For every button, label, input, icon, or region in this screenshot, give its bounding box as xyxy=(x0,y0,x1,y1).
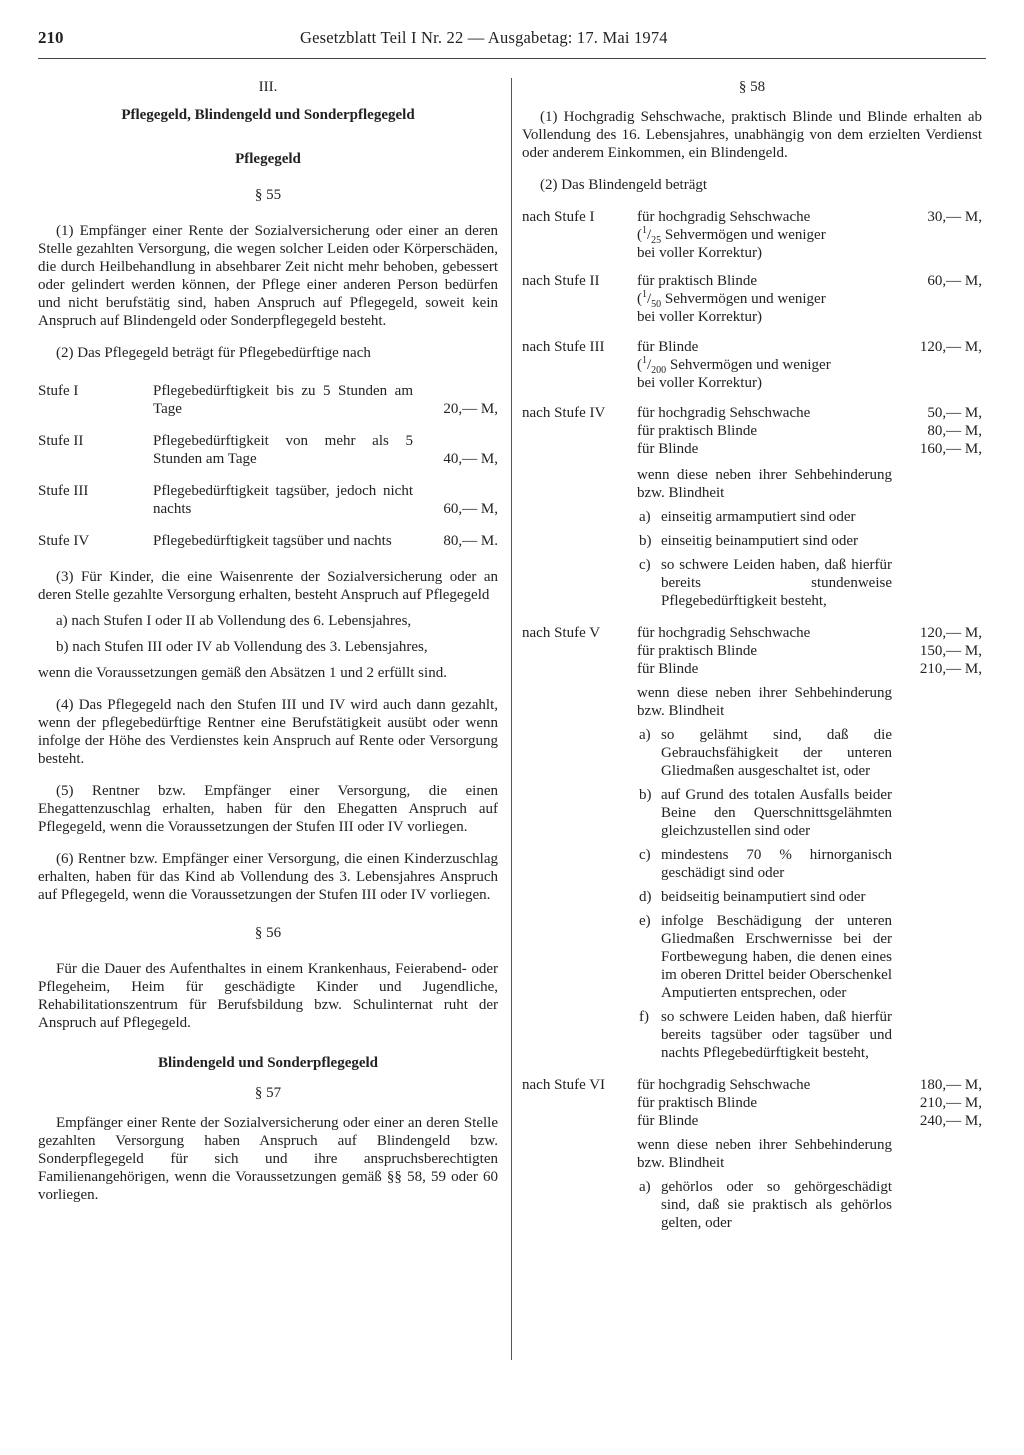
stufe-amount: 80,— M. xyxy=(443,533,498,549)
stufe-amounts xyxy=(892,1076,982,1232)
stufe-desc xyxy=(637,208,892,262)
paragraph-heading-56: § 56 xyxy=(254,925,282,941)
p55-para3: (3) Für Kinder, die eine Waisenrente der Sozialversicherung oder an deren Stelle gezahlte Versorgung erhalten, besteht Anspruch auf Pflegegeld xyxy=(38,569,498,603)
stufe-line: für praktisch Blinde xyxy=(637,273,757,289)
stufe-amount: 60,— M, xyxy=(443,501,498,517)
stufe-desc xyxy=(637,272,892,326)
sub-title-blindengeld: Blindengeld und Sonderpflegegeld xyxy=(157,1055,379,1071)
header-title: Gesetzblatt Teil I Nr. 22 — Ausgabetag: 17. Mai 1974 xyxy=(300,28,668,47)
condition-item: b) auf Grund des totalen Ausfalls beider Beine den Querschnittsgelähmten gleichzustellen sind oder xyxy=(639,787,892,839)
stufe-amount: 30,— M, xyxy=(927,209,982,225)
stufe-desc xyxy=(637,338,892,392)
stufe-amount: 40,— M, xyxy=(443,451,498,467)
p58-para2: (2) Das Blindengeld beträgt xyxy=(540,177,708,193)
column-divider xyxy=(511,78,512,1360)
p58-para1: (1) Hochgradig Sehschwache, praktisch Blinde und Blinde erhalten ab Vollendung des 16. Lebensjahres, unabhängig von dem erzielten Verdienst oder anderem Einkommen, ein Blindengeld. xyxy=(522,109,982,161)
right-column xyxy=(522,78,982,1232)
stufe-amount: 210,— M, xyxy=(919,1095,982,1111)
stufe-line: für Blinde xyxy=(637,661,699,677)
stufe-amounts xyxy=(892,404,982,610)
sub-title-pflegegeld: Pflegegeld xyxy=(235,151,301,167)
stufe-label: nach Stufe V xyxy=(522,625,601,641)
p56-para: Für die Dauer des Aufenthaltes in einem Krankenhaus, Feierabend- oder Pflegeheim, Heim für geschädigte Kinder und Jugendliche, Rehabilitationszentrum für Berufsbildung bzw. Schulinternat ruht der Anspruch auf Pflegegeld. xyxy=(38,961,498,1031)
stufe-amount: 20,— M, xyxy=(443,401,498,417)
page-header xyxy=(0,28,1024,52)
blindengeld-stufe-4 xyxy=(522,404,982,610)
stufe-fraction-line: ($^1/_{25}$ Sehvermögen und weniger xyxy=(637,225,826,246)
p55-para4: (4) Das Pflegegeld nach den Stufen III und IV wird auch dann gezahlt, wenn der pflegebedürftige Rentner eine Berufstätigkeit ausübt oder wenn infolge der Höhe des Verdienstes kein Anspruch auf Rente oder Versorgung besteht. xyxy=(38,697,498,767)
p57-para: Empfänger einer Rente der Sozialversicherung oder einer an deren Stelle gezahlten Versorgung haben Anspruch auf Blindengeld bzw. Sonderpflegegeld für sich und ihre anspruchsberechtigten Familienangehörigen, wenn die Voraussetzungen gemäß §§ 58, 59 oder 60 vorliegen. xyxy=(38,1115,498,1203)
p55-para3-b: b) nach Stufen III oder IV ab Vollendung des 3. Lebensjahres, xyxy=(56,639,428,655)
stufe-label: nach Stufe IV xyxy=(522,405,606,421)
stufe-text: Pflegebedürftigkeit von mehr als 5 Stunden am Tage xyxy=(153,433,413,467)
stufe-amount: 120,— M, xyxy=(919,625,982,641)
section-number: III. xyxy=(258,79,278,95)
condition-item: a) so gelähmt sind, daß die Gebrauchsfähigkeit der unteren Gliedmaßen ausgeschaltet ist, oder xyxy=(639,727,892,779)
condition-item: f) so schwere Leiden haben, daß hierfür bereits tagsüber oder tagsüber und nachts Pflegebedürftigkeit besteht, xyxy=(639,1009,892,1061)
condition-item: a) einseitig armamputiert sind oder xyxy=(639,509,856,525)
stufe-fraction-line: ($^1/_{50}$ Sehvermögen und weniger xyxy=(637,289,826,310)
stufe-amount: 210,— M, xyxy=(919,661,982,677)
section-title: Pflegegeld, Blindengeld und Sonderpflegegeld xyxy=(121,107,415,123)
condition-item: b) einseitig beinamputiert sind oder xyxy=(639,533,859,549)
stufe-line: für hochgradig Sehschwache xyxy=(637,625,811,641)
stufe-fraction-line: ($^1/_{200}$ Sehvermögen und weniger xyxy=(637,355,831,376)
stufe-line: für praktisch Blinde xyxy=(637,643,757,659)
stufe-desc xyxy=(637,404,892,610)
stufe-label: Stufe II xyxy=(38,433,84,449)
condition-item: a) gehörlos oder so gehörgeschädigt sind, daß sie praktisch als gehörlos gelten, oder xyxy=(639,1179,892,1231)
blindengeld-stufe-3 xyxy=(522,338,982,392)
stufe-condition: wenn diese neben ihrer Sehbehinderung bzw. Blindheit xyxy=(637,467,892,501)
stufe-text: Pflegebedürftigkeit tagsüber, jedoch nicht nachts xyxy=(153,483,413,517)
stufe-line: bei voller Korrektur) xyxy=(637,309,762,325)
table-row xyxy=(38,382,498,418)
paragraph-heading-58: § 58 xyxy=(738,79,766,95)
stufe-line: bei voller Korrektur) xyxy=(637,245,762,261)
page-number: 210 xyxy=(38,28,64,47)
table-row xyxy=(38,482,498,518)
stufe-label: Stufe IV xyxy=(38,533,90,549)
stufe-amount: 240,— M, xyxy=(919,1113,982,1129)
stufe-condition: wenn diese neben ihrer Sehbehinderung bzw. Blindheit xyxy=(637,685,892,719)
blindengeld-stufe-5 xyxy=(522,624,982,1062)
stufe-line: für praktisch Blinde xyxy=(637,423,757,439)
stufe-label: Stufe III xyxy=(38,483,89,499)
blindengeld-stufe-1 xyxy=(522,208,982,262)
blindengeld-stufe-6 xyxy=(522,1076,982,1232)
header-rule xyxy=(38,58,986,59)
stufe-line: für praktisch Blinde xyxy=(637,1095,757,1111)
p55-para5: (5) Rentner bzw. Empfänger einer Versorgung, die einen Ehegattenzuschlag erhalten, haben für den Ehegatten Anspruch auf Pflegegeld, wenn die Voraussetzungen der Stufen III oder IV vorliegen. xyxy=(38,783,498,835)
stufe-line: für Blinde xyxy=(637,441,699,457)
stufe-amount: 160,— M, xyxy=(919,441,982,457)
stufe-amount: 120,— M, xyxy=(919,339,982,355)
stufe-label: nach Stufe III xyxy=(522,339,605,355)
stufe-amount: 80,— M, xyxy=(927,423,982,439)
stufe-line: für hochgradig Sehschwache xyxy=(637,405,811,421)
stufe-text: Pflegebedürftigkeit bis zu 5 Stunden am Tage xyxy=(153,383,413,417)
stufe-amount: 180,— M, xyxy=(919,1077,982,1093)
stufe-line: für hochgradig Sehschwache xyxy=(637,209,811,225)
condition-item: e) infolge Beschädigung der unteren Gliedmaßen Erschwernisse bei der Fortbewegung haben, die denen eines im oberen Drittel beider Oberschenkel Amputierten entsprechen, oder xyxy=(639,913,892,1001)
stufe-desc xyxy=(637,624,892,1062)
table-row xyxy=(38,432,498,468)
p55-para3-end: wenn die Voraussetzungen gemäß den Absätzen 1 und 2 erfüllt sind. xyxy=(38,665,447,681)
stufe-amount: 150,— M, xyxy=(919,643,982,659)
left-column xyxy=(38,78,498,1204)
condition-item: c) so schwere Leiden haben, daß hierfür bereits stundenweise Pflegebedürftigkeit besteht, xyxy=(639,557,892,609)
stufe-text: Pflegebedürftigkeit tagsüber und nachts xyxy=(153,533,392,549)
condition-item: d) beidseitig beinamputiert sind oder xyxy=(639,889,866,905)
pflegegeld-table xyxy=(38,382,498,550)
p55-para6: (6) Rentner bzw. Empfänger einer Versorgung, die einen Kinderzuschlag erhalten, haben für das Kind ab Vollendung des 3. Lebensjahres Anspruch auf Pflegegeld, wenn die Voraussetzungen der Stufen III oder IV vorliegen. xyxy=(38,851,498,903)
stufe-label: nach Stufe I xyxy=(522,209,595,225)
stufe-condition: wenn diese neben ihrer Sehbehinderung bzw. Blindheit xyxy=(637,1137,892,1171)
p55-para2: (2) Das Pflegegeld beträgt für Pflegebedürftige nach xyxy=(56,345,371,361)
paragraph-heading-57: § 57 xyxy=(254,1085,282,1101)
stufe-line: für Blinde xyxy=(637,1113,699,1129)
stufe-amount: 60,— M, xyxy=(927,273,982,289)
p55-para1: (1) Empfänger einer Rente der Sozialversicherung oder einer an deren Stelle gezahlten Versorgung, die wegen solcher Leiden oder Körperschäden, die durch Heilbehandlung in absehbarer Zeit nicht mehr behoben, gebessert oder gelindert werden können, der Pflege einer anderen Person bedürfen und nicht berufstätig sind, haben Anspruch auf Pflegegeld, soweit kein Anspruch auf Blindengeld oder Sonderpflegegeld besteht. xyxy=(38,223,498,329)
stufe-amounts xyxy=(892,624,982,1062)
paragraph-heading-55: § 55 xyxy=(254,187,282,203)
p55-para3-a: a) nach Stufen I oder II ab Vollendung des 6. Lebensjahres, xyxy=(56,613,412,629)
stufe-line: für hochgradig Sehschwache xyxy=(637,1077,811,1093)
condition-item: c) mindestens 70 % hirnorganisch geschädigt sind oder xyxy=(639,847,892,881)
blindengeld-stufe-2 xyxy=(522,272,982,326)
stufe-line: bei voller Korrektur) xyxy=(637,375,762,391)
stufe-label: Stufe I xyxy=(38,383,79,399)
stufe-label: nach Stufe VI xyxy=(522,1077,606,1093)
stufe-desc xyxy=(637,1076,892,1232)
table-row xyxy=(38,532,498,550)
stufe-amount: 50,— M, xyxy=(927,405,982,421)
stufe-line: für Blinde xyxy=(637,339,699,355)
stufe-label: nach Stufe II xyxy=(522,273,600,289)
